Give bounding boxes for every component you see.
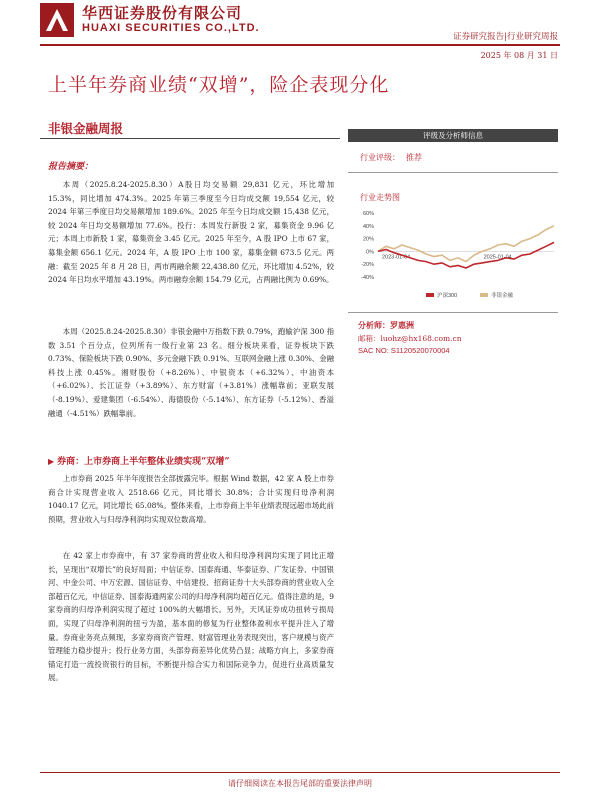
report-type: 证券研究报告|行业研究周报 bbox=[453, 32, 558, 42]
brand-name-cn: 华西证券股份有限公司 bbox=[82, 4, 243, 22]
section-paragraph-2: 在 42 家上市券商中，有 37 家券商的营业收入和归母净利润均实现了同比正增长，呈现出“双增长”的良好局面；中信证券、国泰海通、华泰证券、广发证券、中国银河、中金公司、中万宏源、国信证券、中信建投、招商证券十大头部券商的营业收入全部超百亿元，中信证券、国泰海通两家公司的归母净利润均超百亿元。值得注意的是，9 家券商的归母净利润实现了超过 100%的大幅增长。另外，天风证券成功扭转亏损局面，实现了归母净利润的扭亏为盈，基本面的修复为行业整体盈利水平提升注入了增量。券商业务亮点频现，多家券商资产管理、财富管理业务表现突出，客户规模与资产管理能力稳步提升；投行业务方面，头部券商差异化优势凸显；战略方向上，多家券商锚定打造一流投资银行的目标，不断提升综合实力和国际竞争力，促进行业高质量发展。 bbox=[48, 551, 334, 683]
section-heading-text: 券商：上市券商上半年整体业绩实现“双增” bbox=[57, 457, 230, 467]
chart-divider bbox=[348, 312, 558, 313]
industry-trend-chart bbox=[348, 205, 560, 305]
subtitle-divider bbox=[40, 138, 340, 139]
summary-paragraph-2: 本周（2025.8.24-2025.8.30）非银金融中万指数下跌 0.79%，跑输沪深 300 指数 3.51 个百分点，位列所有一级行业第 23 名。细分板块来看，证券板块下跌 0.73%、保险板块下跌 0.90%、多元金融下跌 0.91%、互联网金融上涨 0.30%、金融科技上涨 0.45%。湘财股份（+8.26%）、中银资本（+6.32%）、中油资本（+6.02%）、长江证券（+3.89%）、东方财富（+3.81%）涨幅靠前；亚联发展（-8.19%）、爱建集团（-6.54%）、海德股份（-5.14%）、东方证券（-5.12%）、香溢融通（-4.51%）跌幅靠前。 bbox=[48, 327, 334, 418]
report-subtitle: 非银金融周报 bbox=[48, 121, 124, 136]
summary-paragraph-1: 本周（2025.8.24-2025.8.30）A股日均交易额 29,831 亿元，环比增加 15.3%，同比增加 474.3%。2025 年第三季度至今日均成交额 19,554 亿元，较 2024 年第三季度日均交易额增加 189.6%。2025 年至今日均成交额 15,438 亿元，较 2024 年日均交易额增加 77.6%。投行：本周发行新股 2 家，募集资金 9.96 亿元；本周上市新股 1 家，募集资金 3.45 亿元。2025 年至今，A 股 IPO 上市 67 家，募集金额 656.1 亿元。2024 年，A 股 IPO 上市 100 家，募集金额 673.5 亿元。两融：截至 2025 年 8 月 28 日，两市两融余额 22,438.80 亿元，环比增加 4.52%，较 2024 年日均水平增加 43.19%。两市融券余额 154.79 亿元，占两融比例为 0.69%。 bbox=[48, 180, 334, 285]
brand-name-en: HUAXI SECURITIES CO.,LTD. bbox=[82, 22, 260, 34]
y-tick-label: -20% bbox=[361, 262, 374, 269]
report-title: 上半年券商业绩“双增”，险企表现分化 bbox=[48, 74, 390, 96]
y-tick-label: 60% bbox=[362, 211, 374, 217]
trend-chart-heading: 行业走势图 bbox=[360, 193, 400, 202]
header-divider bbox=[40, 44, 560, 46]
rating-value: 推荐 bbox=[406, 153, 422, 162]
triangle-bullet-icon: ▶ bbox=[48, 456, 55, 466]
x-tick-label: 2025-01-04 bbox=[483, 254, 512, 261]
y-tick-label: 40% bbox=[362, 223, 374, 230]
analyst-name: 分析师：罗惠洲 bbox=[358, 320, 414, 330]
x-tick-label: 2023-01-04 bbox=[382, 254, 411, 261]
y-tick-label: 20% bbox=[362, 236, 374, 243]
analyst-email: 邮箱：luohz@hx168.com.cn bbox=[358, 334, 462, 343]
rating-box-title: 评级及分析师信息 bbox=[423, 131, 483, 140]
legend-swatch bbox=[480, 293, 488, 297]
report-date: 2025 年 08 月 31 日 bbox=[480, 51, 558, 60]
industry-rating bbox=[360, 152, 422, 163]
huaxi-logo bbox=[40, 3, 74, 37]
legend-label: 沪深300 bbox=[437, 293, 458, 299]
section-heading-brokers bbox=[48, 454, 230, 467]
y-tick-label: -40% bbox=[361, 275, 374, 281]
section-paragraph-1: 上市券商 2025 年半年度报告全部披露完毕。根据 Wind 数据，42 家 A 股上市券商合计实现营业收入 2518.66 亿元，同比增长 30.8%；合计实现归母净利润 1040.17 亿元，同比增长 65.08%。整体来看，上市券商上半年业绩表现远超市场此前预期，营业收入与归母净利润均实现双位数高增。 bbox=[48, 474, 334, 524]
rating-label: 行业评级： bbox=[360, 153, 400, 162]
analyst-sac-no: SAC NO: S1120520070004 bbox=[358, 346, 450, 355]
footer-divider bbox=[40, 772, 560, 773]
legal-notice: 请仔细阅读在本报告尾部的重要法律声明 bbox=[228, 779, 372, 788]
legend-label: 非银金融 bbox=[491, 293, 514, 299]
legend-swatch bbox=[426, 293, 434, 297]
rating-divider bbox=[348, 172, 558, 173]
y-tick-label: 0% bbox=[366, 249, 374, 256]
summary-heading: 报告摘要： bbox=[48, 162, 94, 172]
